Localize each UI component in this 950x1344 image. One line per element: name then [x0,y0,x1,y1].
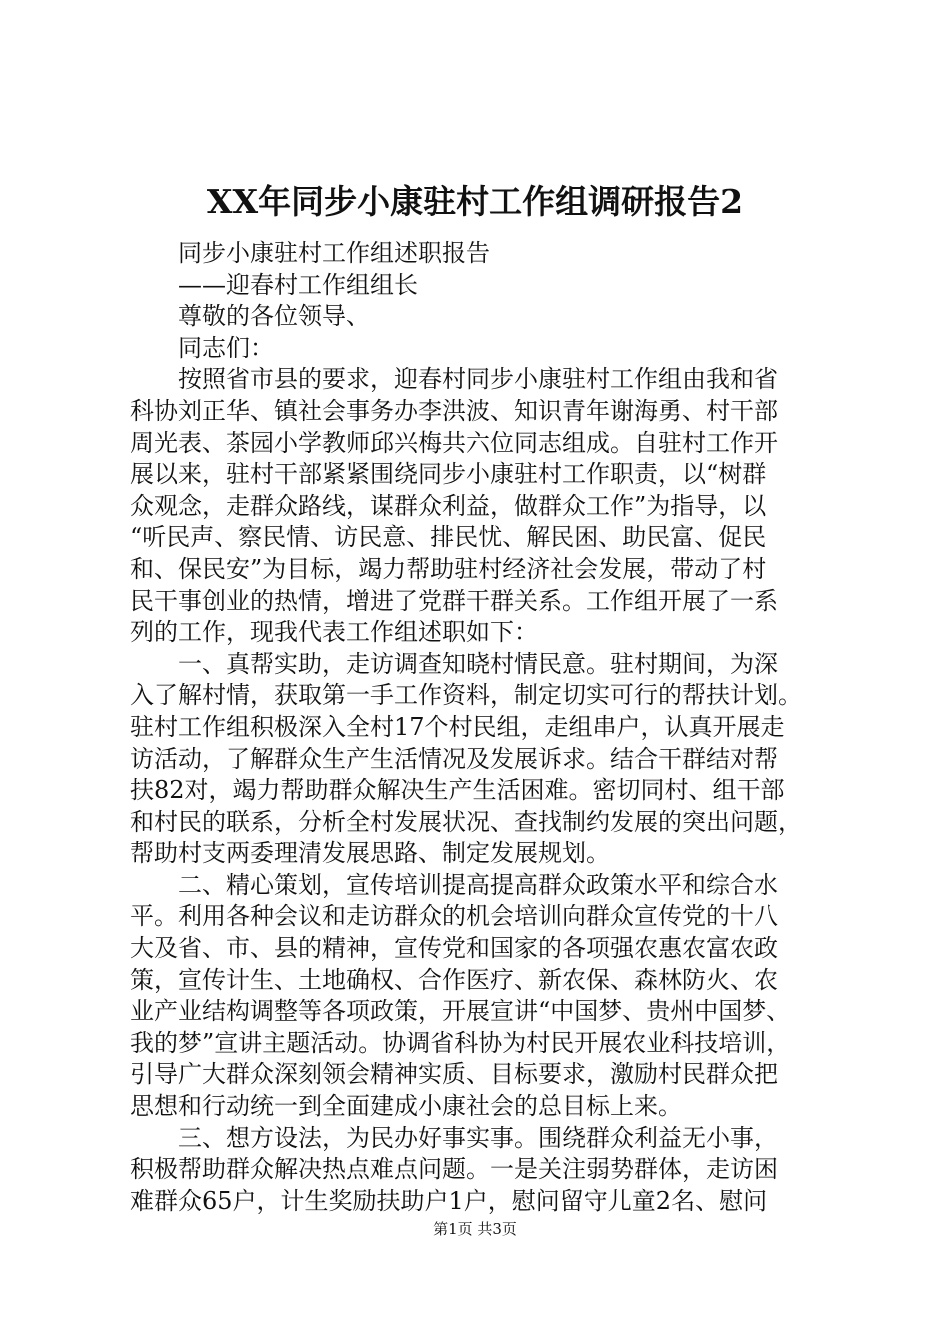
document-body [130,238,850,1217]
text-line: 展以来，驻村干部紧紧围绕同步小康驻村工作职责，以“树群 [130,460,767,489]
text-line: 一、真帮实助，走访调查知晓村情民意。驻村期间，为深 [178,649,778,678]
text-line: 周光表、茶园小学教师邱兴梅共六位同志组成。自驻村工作开 [130,428,778,457]
text-line: 驻村工作组积极深入全村17个村民组，走组串户，认真开展走 [130,712,785,741]
text-line: 业产业结构调整等各项政策，开展宣讲“中国梦、贵州中国梦、 [130,997,791,1026]
text-line: “听民声、察民情、访民意、排民忧、解民困、助民富、促民 [130,523,767,552]
text-line: 同志们： [178,333,274,362]
text-line: 策，宣传计生、土地确权、合作医疗、新农保、森林防火、农 [130,965,778,994]
page-footer: 第1页 共3页 [433,1220,517,1238]
text-line: 科协刘正华、镇社会事务办李洪波、知识青年谢海勇、村干部 [130,396,778,425]
text-line: 尊敬的各位领导、 [178,302,370,331]
text-line: 平。利用各种会议和走访群众的机会培训向群众宣传党的十八 [130,902,778,931]
text-line: 列的工作，现我代表工作组述职如下： [130,618,538,647]
text-line: ——迎春村工作组组长 [178,270,418,299]
text-line: 难群众65户，计生奖励扶助户1户，慰问留守儿童2名、慰问 [130,1186,768,1215]
text-line: 访活动，了解群众生产生活情况及发展诉求。结合干群结对帮 [130,744,778,773]
text-line: 和、保民安”为目标，竭力帮助驻村经济社会发展，带动了村 [130,554,767,583]
document-title: XX年同步小康驻村工作组调研报告2 [206,182,744,221]
text-line: 和村民的联系，分析全村发展状况、查找制约发展的突出问题， [130,807,802,836]
text-line: 众观念，走群众路线，谋群众利益，做群众工作”为指导，以 [130,491,767,520]
text-line: 民干事创业的热情，增进了党群干群关系。工作组开展了一系 [130,586,778,615]
text-line: 大及省、市、县的精神，宣传党和国家的各项强农惠农富农政 [130,934,778,963]
text-line: 我的梦”宣讲主题活动。协调省科协为村民开展农业科技培训， [130,1028,791,1057]
text-line: 积极帮助群众解决热点难点问题。一是关注弱势群体，走访困 [130,1155,778,1184]
text-line: 按照省市县的要求，迎春村同步小康驻村工作组由我和省 [178,365,778,394]
text-line: 帮助村支两委理清发展思路、制定发展规划。 [130,839,610,868]
text-line: 同步小康驻村工作组述职报告 [178,239,490,267]
text-line: 入了解村情，获取第一手工作资料，制定切实可行的帮扶计划。 [130,681,802,710]
text-line: 引导广大群众深刻领会精神实质、目标要求，激励村民群众把 [130,1060,778,1089]
text-line: 思想和行动统一到全面建成小康社会的总目标上来。 [130,1092,682,1121]
text-line: 二、精心策划，宣传培训提高提高群众政策水平和综合水 [178,870,778,899]
text-line: 扶82对，竭力帮助群众解决生产生活困难。密切同村、组干部 [130,776,785,805]
text-line: 三、想方设法，为民办好事实事。围绕群众利益无小事， [178,1123,778,1152]
